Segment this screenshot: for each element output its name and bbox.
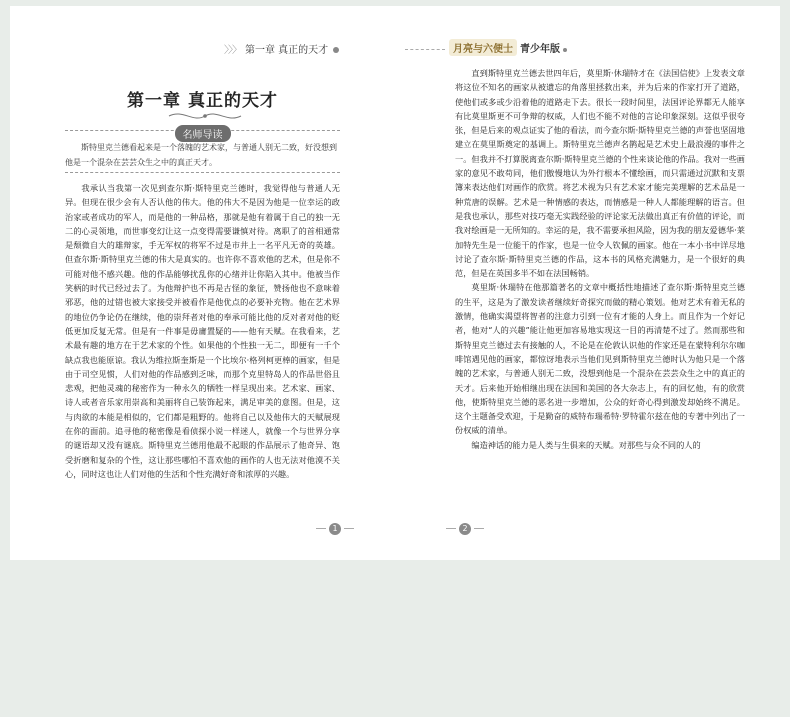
book-title-logo: 月亮与六便士 [449,39,517,56]
chapter-title: 第一章 真正的天才 [127,91,278,111]
guide-text: 斯特里克兰德看起来是一个落魄的艺术家，与普通人别无二致，好没想到他是一个混杂在芸芸众生之中的真正天才。 [65,143,337,167]
paragraph: 我承认当我第一次见到查尔斯·斯特里克兰德时，我觉得他与普通人无异。但现在很少会有人否认他的伟大。他的伟大不是因为他是一位幸运的政治家或者成功的军人，而是他的一种品格，那就是他有着属于自己的独一无二的心灵领地，而世事变幻让这一点变得需要谦慎对待。离职了的首相通常是颓微自大的雄辩家，手无军权的将军不过是市井上一名平凡无奇的英雄。但查尔斯·斯特里克兰德的伟大是真实的。也许你不喜欢他的艺术，但是你不可能对他不感兴趣。他的作品能够扰乱你的心绪并让你陷入其中。他被当作笑柄的时代已经过去了。为他辩护也不再是古怪的象征，赞扬他也不意味着邪恶，他的过错也被大家接受并被看作是他优点的必要补充物。他在艺术界的地位仍争论仍在继续，他的崇拜者对他的奉承可能比他的反对者对他的贬低更加反复无常。但是有一件事是毋庸置疑的——他有天赋。在我看来，艺术最有趣的地方在于艺术家的个性。如果他的个性独一无二，即便有一千个缺点我也能原谅。我认为维拉斯奎斯是一个比埃尔·格列柯更棒的画家，但是由于司空见惯，人们对他的作品感到乏味，而那个克里特岛人的作品世俗且悲观，把他灵魂的秘密作为一种永久的牺牲一样呈现出来。艺术家、画家、诗人或者音乐家用崇高和美丽将自己装饰起来，满足审美的意图。但是，这与肉欲的本能是相似的，它们都是粗野的。他将自己以及他伟大的天赋展现在你的面前。追寻他的秘密像是看侦探小说一样迷人，就像一个与世界分享的谜语却又没有谜底。斯特里克兰德用他最不起眼的作品展示了他奇异、饱受折磨和复杂的个性，这让那些哪怕不喜欢他的画作的人也无法对他漠不关心，同时这也让人们对他的生活和个性充满好奇和浓厚的兴趣。 [65,183,340,479]
left-page [10,6,395,560]
edition-label: 青少年版 [520,44,560,55]
header-dash-divider [405,49,445,50]
right-page [395,6,780,560]
header-dot-icon [333,47,339,53]
book-spread [10,6,780,560]
header-arrows-icon: 〉〉〉 [224,45,241,56]
guide-divider-bottom [65,172,340,173]
paragraph: 直到斯特里克兰德去世四年后，莫里斯·休瑞特才在《法国信使》上发表文章将这位不知名的画家从被遗忘的角落里拯救出来，并为后来的作家打开了道路，使他们或多或少沿着他的道路走下去。很长一段时间里，法国评论界都无人能享有比莫里斯更不可争辩的权威，人们也不能不对他的言论印象深刻。这似乎很夸张，但是后来的观点证实了他的看法，而今查尔斯·斯特里克兰德的声誉也坚固地建立在莫里斯奠定的基调上。斯特里克兰德声名鹊起是艺术史上最浪漫的事件之一。但我并不打算脱离查尔斯·斯特里克兰德的个性来谈论他的作品。我对一些画家的意见不敢苟同，他们傲慢地认为外行根本不懂绘画，而只需通过沉默和支票簿来表达他们对画作的欣赏。将艺术视为只有艺术家才能完美理解的艺术品是一种荒唐的误解。艺术是一种情感的表达，而情感是一种人人都能理解的语言。但是我也承认，那些对技巧毫无实践经验的评论家无法做出真正有价值的评论，而我对绘画是一无所知的。幸运的是，我不需要承担风险，因为我的朋友爱德华·莱加特先生是一位能干的作家，也是一位令人钦佩的画家。他在一本小书中详尽地讨论了查尔斯·斯特里克兰德的作品，这本书的风格充满魅力，是一个很好的典范，但是在英国多半不如在法国畅销。 [455,68,745,279]
page-number: 1 [329,523,341,535]
running-header-right [405,39,567,56]
paragraph: 编造神话的能力是人类与生俱来的天赋。对那些与众不同的人的 [471,439,701,450]
header-dot-icon [563,48,567,52]
running-header-left [224,41,339,56]
body-text-left [65,181,340,481]
header-chapter-text: 第一章 真正的天才 [245,45,329,56]
flourish-ornament-icon [165,109,245,123]
guide-badge-label: 名师导读 [175,125,231,142]
page-number: 2 [459,523,471,535]
body-text-right [455,66,745,452]
paragraph: 莫里斯·休瑞特在他那篇著名的文章中概括性地描述了查尔斯·斯特里克兰德的生平，这是为了激发读者继续好奇探究而做的精心策划。他对艺术有着无私的激情，他确实渴望将智者的注意力引到一位有才能的人身上。而且作为一个好记者，他对“人的兴趣”能让他更加容易地实现这一目的再清楚不过了。然而那些和斯特里克兰德过去有接触的人，不论是在伦敦认识他的作家还是在蒙特利尔尔咖啡馆遇见他的画家，都惊讶地表示当他们见到斯特里克兰德时认为他只是一个落魄的艺术家，与普通人别无二致，没想到他是一个混杂在芸芸众生之中的真正的天才。后来他开始相继出现在法国和美国的各大杂志上，有的回忆他，有的欣赏他，使斯特里克兰德的恶名进一步增加，公众的好奇心得到激发却始终不满足。这个主题备受欢迎，于是勤奋的威特布瑞希特·罗特霍尔兹在他的专著中列出了一份权威的清单。 [455,282,745,436]
